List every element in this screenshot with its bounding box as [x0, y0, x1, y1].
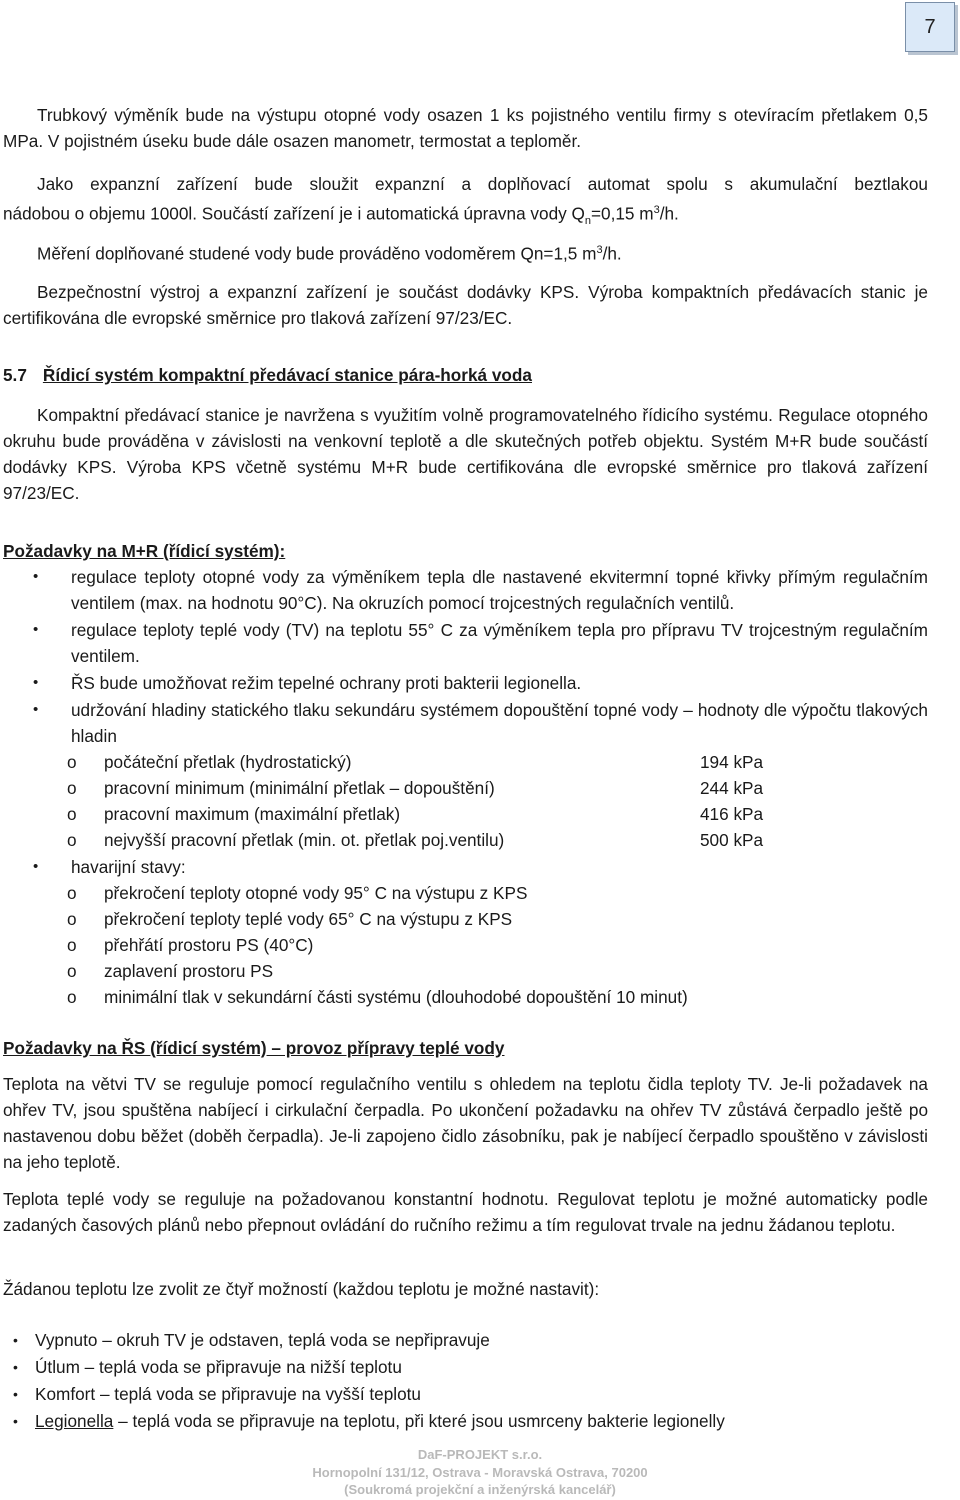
pressure-row [67, 827, 804, 853]
emergency-text: minimální tlak v sekundární části systému (dlouhodobé dopouštění 10 minut) [104, 987, 688, 1007]
emergency-item [67, 932, 804, 958]
page-number-badge: 7 [905, 2, 955, 52]
emergency-text: překročení teploty otopné vody 95° C na výstupu z KPS [104, 883, 528, 903]
mode-name: Útlum [35, 1357, 80, 1377]
sub-bullet-icon: o [67, 752, 77, 772]
pressure-value: 416 kPa [700, 804, 764, 824]
list-item-text: ŘS bude umožňovat režim tepelné ochrany proti bakterii legionella. [71, 673, 582, 693]
paragraph-tv-regulation: Teplota na větvi TV se reguluje pomocí regulačního ventilu s ohledem na teplotu čidla teploty TV. Je-li požadavek na ohřev TV, jsou spuštěna nabíjecí i cirkulační čerpadla. Po ukončení požadavku na ohřev TV zůstává čerpadlo ještě po nastavenou dobu běžet (doběh čerpadla). Je-li zapojeno čidlo zásobníku, pak je nabíjecí čerpadlo spouštěno v závislosti na jeho teplotě. [3, 1074, 928, 1172]
requirements-heading-text: Požadavky na M+R (řídicí systém): [3, 541, 286, 561]
pressure-row [67, 749, 804, 775]
tv-requirements-heading [3, 1035, 504, 1061]
paragraph-safety-valve: Trubkový výměník bude na výstupu otopné vody osazen 1 ks pojistného ventilu firmy s otevíracím přetlakem 0,5 MPa. V pojistném úseku bude dále osazen manometr, termostat a teploměr. [3, 105, 928, 151]
tv-requirements-heading-text: Požadavky na ŘS (řídicí systém) – provoz přípravy teplé vody [3, 1038, 505, 1058]
sub-bullet-icon: o [67, 935, 77, 955]
superscript-3: 3 [653, 204, 660, 216]
paragraph-safety-equipment: Bezpečnostní výstroj a expanzní zařízení je součást dodávky KPS. Výroba kompaktních předávacích stanic je certifikována dle evropské směrnice pro tlaková zařízení 97/23/EC. [3, 282, 928, 328]
section-title: Řídicí systém kompaktní předávací stanice pára-horká voda [42, 365, 532, 385]
list-item [33, 670, 928, 696]
mode-desc: – okruh TV je odstaven, teplá voda se nepřipravuje [97, 1330, 490, 1350]
section-heading [3, 362, 532, 388]
sub-bullet-icon: o [67, 909, 77, 929]
bullet-icon: • [33, 701, 39, 718]
mode-desc: – teplá voda se připravuje na vyšší teplotu [95, 1384, 421, 1404]
list-item [33, 564, 928, 616]
paragraph-water-meter [3, 237, 928, 267]
mode-desc: – teplá voda se připravuje na teplotu, při které jsou usmrceny bakterie legionelly [113, 1411, 725, 1431]
emergency-item [67, 906, 804, 932]
text-run: /h. [602, 243, 622, 264]
paragraph-expansion-line2 [3, 197, 928, 234]
mode-name: Vypnuto [35, 1330, 98, 1350]
mode-name: Komfort [35, 1384, 96, 1404]
pressure-label: nejvyšší pracovní přetlak (min. ot. přetlak poj.ventilu) [104, 830, 505, 850]
pressure-label: pracovní maximum (maximální přetlak) [104, 804, 401, 824]
text-run: nádobou o objemu 1000l. Součástí zařízení je i automatická úpravna vody Q [3, 203, 585, 224]
text-run: /h. [659, 203, 679, 224]
emergency-item [67, 984, 924, 1010]
mode-name: Legionella [35, 1411, 114, 1431]
emergency-item [67, 958, 804, 984]
list-item-text: havarijní stavy: [71, 857, 186, 877]
pressure-label: pracovní minimum (minimální přetlak – dopouštění) [104, 778, 495, 798]
list-item [13, 1354, 925, 1381]
list-item [13, 1327, 925, 1354]
list-item [13, 1408, 925, 1435]
footer-company: DaF-PROJEKT s.r.o. [417, 1447, 543, 1462]
sub-bullet-icon: o [67, 883, 77, 903]
bullet-icon: • [13, 1332, 18, 1348]
footer-type: (Soukromá projekční a inženýrská kancelář) [344, 1482, 616, 1497]
list-item [13, 1381, 925, 1408]
sub-bullet-icon: o [67, 987, 77, 1007]
superscript-3: 3 [596, 244, 603, 256]
emergency-item [67, 880, 804, 906]
paragraph-tv-temperature: Teplota teplé vody se reguluje na požadovanou konstantní hodnotu. Regulovat teplotu je možné automaticky podle zadaných časových plánů nebo přepnout ovládání do ručního režimu a tím regulovat trvale na jednu žádanou teplotu. [3, 1189, 928, 1235]
mode-desc: – teplá voda se připravuje na nižší teplotu [79, 1357, 402, 1377]
emergency-text: překročení teploty teplé vody 65° C na výstupu z KPS [104, 909, 513, 929]
pressure-row [67, 775, 804, 801]
list-item [33, 697, 928, 749]
bullet-icon: • [13, 1386, 18, 1402]
emergency-text: zaplavení prostoru PS [104, 961, 274, 981]
list-item [33, 617, 928, 669]
list-item-text: udržování hladiny statického tlaku sekundáru systémem dopouštění topné vody – hodnoty dle výpočtu tlakových hladin [71, 700, 928, 746]
list-item [33, 854, 928, 880]
pressure-row [67, 801, 804, 827]
text-run: Měření doplňované studené vody bude prováděno vodoměrem Qn=1,5 m [37, 243, 597, 264]
list-item-text: regulace teploty teplé vody (TV) na teplotu 55° C za výměníkem tepla pro přípravu TV trojcestným regulačním ventilem. [71, 620, 928, 666]
pressure-label: počáteční přetlak (hydrostatický) [104, 752, 352, 772]
sub-bullet-icon: o [67, 961, 77, 981]
bullet-icon: • [33, 674, 39, 691]
paragraph-control-system: Kompaktní předávací stanice je navržena s využitím volně programovatelného řídicího systému. Regulace otopného okruhu bude prováděna v závislosti na venkovní teplotě a dle skutečných potřeb objektu. Systém M+R bude součástí dodávky KPS. Výroba KPS včetně systému M+R bude certifikována dle evropské směrnice pro tlaková zařízení 97/23/EC. [3, 405, 928, 503]
sub-bullet-icon: o [67, 804, 77, 824]
bullet-icon: • [13, 1359, 18, 1375]
text-run: =0,15 m [591, 203, 654, 224]
bullet-icon: • [33, 568, 39, 585]
bullet-icon: • [33, 621, 39, 638]
pressure-value: 500 kPa [700, 830, 764, 850]
paragraph-expansion-line1: Jako expanzní zařízení bude sloužit expanzní a doplňovací automat spolu s akumulační beztlakou [37, 174, 928, 194]
footer-address: Hornopolní 131/12, Ostrava - Moravská Ostrava, 70200 [312, 1465, 648, 1480]
emergency-text: přehřátí prostoru PS (40°C) [104, 935, 314, 955]
bullet-icon: • [33, 858, 39, 875]
pressure-value: 244 kPa [700, 778, 764, 798]
sub-bullet-icon: o [67, 830, 77, 850]
pressure-value: 194 kPa [700, 752, 764, 772]
paragraph-setpoint-options: Žádanou teplotu lze zvolit ze čtyř možností (každou teplotu je možné nastavit): [3, 1279, 600, 1299]
sub-bullet-icon: o [67, 778, 77, 798]
subscript-n: n [584, 215, 591, 228]
section-number: 5.7 [3, 365, 27, 385]
requirements-heading [3, 538, 285, 564]
list-item-text: regulace teploty otopné vody za výměníkem tepla dle nastavené ekvitermní topné křivky přímým regulačním ventilem (max. na hodnotu 90°C). Na okruzích pomocí trojcestných regulačních ventilů. [71, 567, 928, 613]
bullet-icon: • [13, 1413, 18, 1429]
